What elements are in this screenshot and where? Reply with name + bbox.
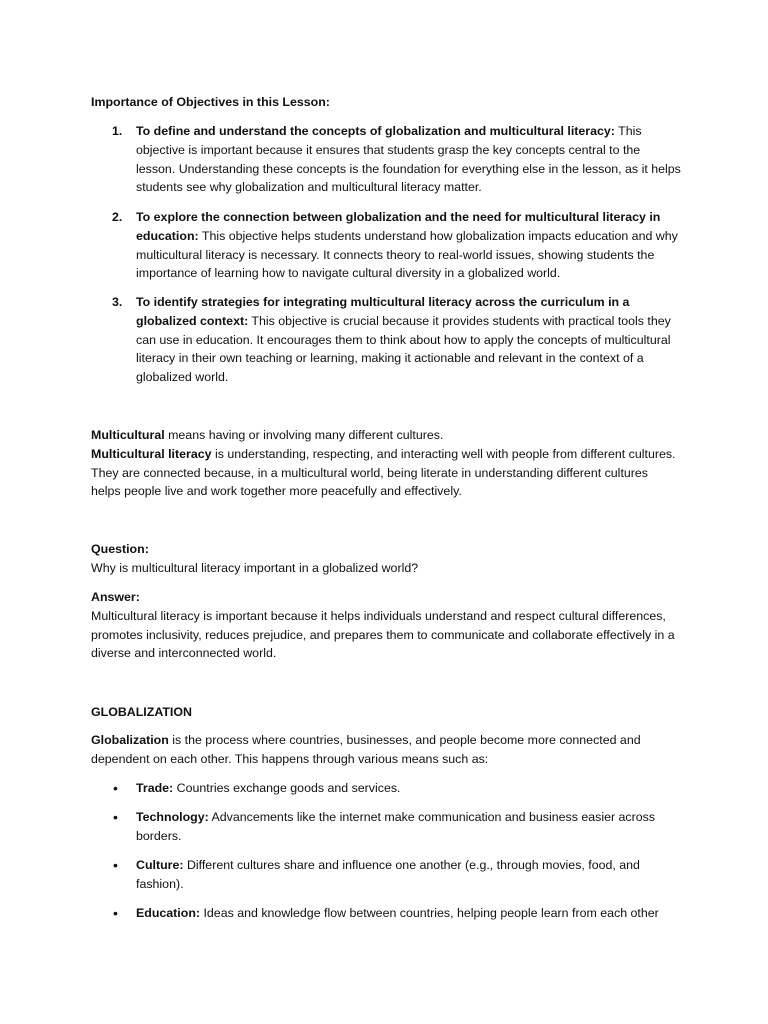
question-text: Why is multicultural literacy important in a globalized world? [91,560,419,575]
bullet-icon: • [113,905,118,921]
objective-text: This objective is important because it ensures that students grasp the key concepts central to the lesson. Understanding these concepts is the foundation for everything else in the lesson, as it helps students see why globalization and multicultural literacy matter. [136,124,681,195]
objective-number: 1. [112,124,123,138]
question-block [91,540,681,578]
answer-block [91,588,681,663]
literacy-text: is understanding, respecting, and interacting well with people from different cultures. They are connected because, in a multicultural world, being literate in understanding different cultures helps people live and work together more peacefully and effectively. [91,446,676,499]
list-item [136,904,682,923]
globalization-term: Globalization [91,733,169,747]
objective-text: This objective is crucial because it provides students with practical tools they can use in education. It encourages them to think about how to apply the concepts of multicultural literacy in their own teaching or learning, making it actionable and relevant in the context of a globalized world. [136,313,671,385]
objective-item [136,293,682,387]
bullet-icon: • [113,809,118,825]
objective-number: 3. [112,295,123,309]
globalization-heading: GLOBALIZATION [91,705,192,719]
bullet-icon: • [113,857,118,873]
list-item-text: Ideas and knowledge flow between countries, helping people learn from each other [200,906,659,920]
list-item-term: Technology: [136,810,209,824]
list-item-text: Countries exchange goods and services. [173,781,401,795]
globalization-intro-text: is the process where countries, businesses, and people become more connected and dependent on each other. This happens through various means such as: [91,733,641,766]
list-item [136,808,682,846]
answer-text: Multicultural literacy is important because it helps individuals understand and respect cultural differences, promotes inclusivity, reduces prejudice, and prepares them to communicate and collaborate effectively in a diverse and interconnected world. [91,608,675,661]
globalization-intro [91,731,681,769]
list-item-term: Culture: [136,858,184,872]
multicultural-text: means having or involving many different cultures. [164,428,444,442]
list-item-term: Education: [136,906,201,920]
multicultural-definition [91,426,681,501]
objective-text: This objective helps students understand how globalization impacts education and why multicultural literacy is necessary. It connects theory to real-world issues, showing students the importance of learning how to navigate cultural diversity in a globalized world. [136,228,678,281]
multicultural-term: Multicultural [91,428,165,442]
bullet-icon: • [113,780,118,796]
objective-title: To explore the connection between globalization and the need for multicultural literacy in education: [136,210,661,243]
objective-number: 2. [112,210,123,224]
objectives-heading: Importance of Objectives in this Lesson: [91,95,330,109]
answer-label: Answer: [91,590,140,604]
objective-title: To identify strategies for integrating multicultural literacy across the curriculum in a globalized context: [136,295,630,328]
objective-item [136,208,682,283]
list-item [136,856,682,894]
list-item-text: Advancements like the internet make communication and business easier across borders. [136,810,656,843]
list-item-term: Trade: [136,781,174,795]
list-item-text: Different cultures share and influence one another (e.g., through movies, food, and fashion). [136,858,640,891]
list-item [136,779,682,798]
literacy-term: Multicultural literacy [91,446,212,461]
objective-item [136,122,682,197]
question-label: Question: [91,542,149,556]
objective-title: To define and understand the concepts of globalization and multicultural literacy: [136,124,615,138]
